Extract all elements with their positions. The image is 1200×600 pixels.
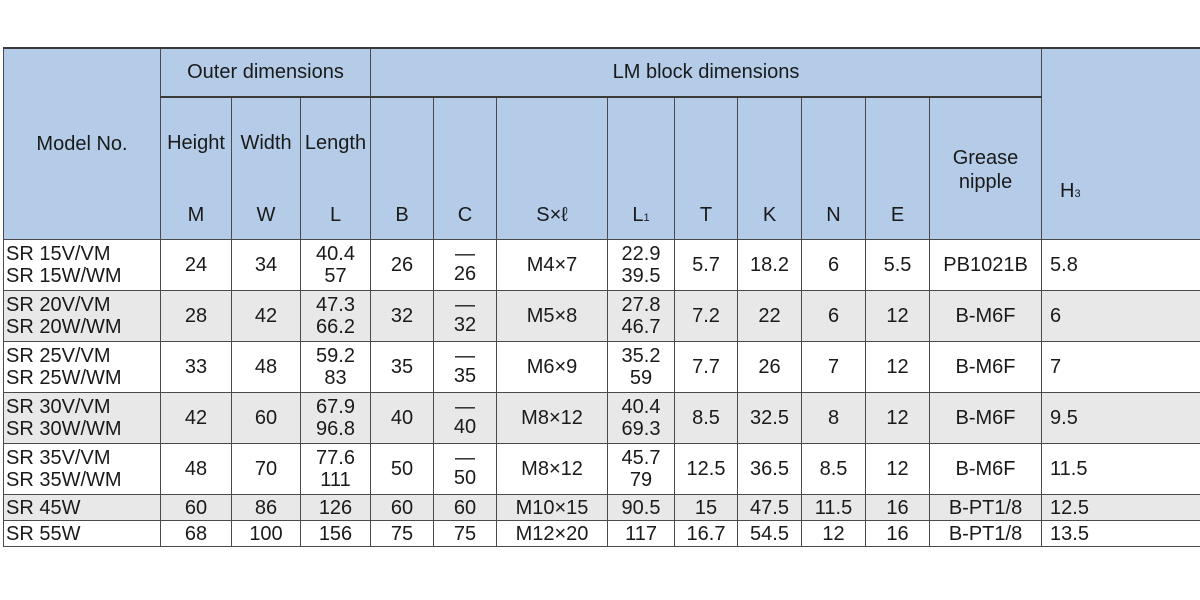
b-header: B: [371, 97, 434, 240]
h3-cell: 9.5: [1042, 393, 1200, 444]
height-cell: 42: [161, 393, 232, 444]
l1-cell: 27.8 46.7: [608, 291, 675, 342]
t-cell: 7.2: [675, 291, 738, 342]
height-cell: 60: [161, 495, 232, 521]
model-cell: SR 30V/VM SR 30W/WM: [4, 393, 161, 444]
b-cell: 75: [371, 521, 434, 547]
t-cell: 15: [675, 495, 738, 521]
k-cell: 54.5: [738, 521, 802, 547]
b-cell: 40: [371, 393, 434, 444]
l1-cell: 90.5: [608, 495, 675, 521]
outer-dimensions-header: Outer dimensions: [161, 48, 371, 97]
width-cell: 48: [232, 342, 301, 393]
t-cell: 12.5: [675, 444, 738, 495]
grease-nipple-header: Grease nipple: [930, 97, 1042, 240]
h3-cell: 12.5: [1042, 495, 1200, 521]
l1-cell: 22.9 39.5: [608, 240, 675, 291]
c-cell: 75: [434, 521, 497, 547]
n-cell: 8.5: [802, 444, 866, 495]
grease-nipple-cell: B-PT1/8: [930, 495, 1042, 521]
length-cell: 59.2 83: [301, 342, 371, 393]
length-cell: 67.9 96.8: [301, 393, 371, 444]
t-cell: 8.5: [675, 393, 738, 444]
b-cell: 35: [371, 342, 434, 393]
h3-cell: 6: [1042, 291, 1200, 342]
sxl-cell: M8×12: [497, 393, 608, 444]
height-cell: 48: [161, 444, 232, 495]
n-cell: 11.5: [802, 495, 866, 521]
grease-nipple-cell: PB1021B: [930, 240, 1042, 291]
k-header: K: [738, 97, 802, 240]
b-cell: 50: [371, 444, 434, 495]
height-header: Height M: [161, 97, 232, 240]
grease-nipple-cell: B-M6F: [930, 342, 1042, 393]
c-cell: 60: [434, 495, 497, 521]
e-cell: 12: [866, 444, 930, 495]
length-cell: 126: [301, 495, 371, 521]
sxl-cell: M10×15: [497, 495, 608, 521]
b-cell: 32: [371, 291, 434, 342]
length-header: Length L: [301, 97, 371, 240]
grease-nipple-cell: B-M6F: [930, 393, 1042, 444]
model-cell: SR 45W: [4, 495, 161, 521]
height-cell: 33: [161, 342, 232, 393]
model-cell: SR 25V/VM SR 25W/WM: [4, 342, 161, 393]
t-cell: 5.7: [675, 240, 738, 291]
b-cell: 26: [371, 240, 434, 291]
height-cell: 24: [161, 240, 232, 291]
c-header: C: [434, 97, 497, 240]
n-header: N: [802, 97, 866, 240]
length-cell: 156: [301, 521, 371, 547]
width-cell: 86: [232, 495, 301, 521]
t-cell: 7.7: [675, 342, 738, 393]
h3-cell: 13.5: [1042, 521, 1200, 547]
height-cell: 68: [161, 521, 232, 547]
n-cell: 6: [802, 240, 866, 291]
h3-cell: 11.5: [1042, 444, 1200, 495]
c-cell: — 35: [434, 342, 497, 393]
table-body: [4, 240, 1200, 547]
sxl-cell: M5×8: [497, 291, 608, 342]
model-header: [4, 48, 161, 240]
model-header-label: Model No.: [36, 133, 128, 155]
table-row: [4, 291, 1200, 342]
sxl-cell: M12×20: [497, 521, 608, 547]
lm-block-dimensions-header: LM block dimensions: [371, 48, 1042, 97]
e-cell: 12: [866, 342, 930, 393]
grease-nipple-cell: B-M6F: [930, 444, 1042, 495]
sxl-cell: M8×12: [497, 444, 608, 495]
l1-cell: 35.2 59: [608, 342, 675, 393]
c-cell: — 50: [434, 444, 497, 495]
h3-cell: 5.8: [1042, 240, 1200, 291]
length-cell: 77.6 111: [301, 444, 371, 495]
h3-cell: 7: [1042, 342, 1200, 393]
width-header: Width W: [232, 97, 301, 240]
width-cell: 34: [232, 240, 301, 291]
e-header: E: [866, 97, 930, 240]
e-cell: 5.5: [866, 240, 930, 291]
model-cell: SR 20V/VM SR 20W/WM: [4, 291, 161, 342]
l1-header: L1: [608, 97, 675, 240]
k-cell: 47.5: [738, 495, 802, 521]
e-cell: 16: [866, 495, 930, 521]
l1-cell: 40.4 69.3: [608, 393, 675, 444]
n-cell: 7: [802, 342, 866, 393]
e-cell: 12: [866, 393, 930, 444]
l1-cell: 45.7 79: [608, 444, 675, 495]
table-row: [4, 342, 1200, 393]
sxl-cell: M6×9: [497, 342, 608, 393]
k-cell: 32.5: [738, 393, 802, 444]
table-row: [4, 393, 1200, 444]
table-row: [4, 521, 1200, 547]
model-cell: SR 35V/VM SR 35W/WM: [4, 444, 161, 495]
h3-symbol: H3: [1060, 179, 1081, 202]
table-row: [4, 444, 1200, 495]
table-row: [4, 495, 1200, 521]
table-row: [4, 240, 1200, 291]
dimensions-table: [3, 47, 1200, 547]
width-cell: 70: [232, 444, 301, 495]
width-cell: 42: [232, 291, 301, 342]
n-cell: 12: [802, 521, 866, 547]
k-cell: 26: [738, 342, 802, 393]
k-cell: 18.2: [738, 240, 802, 291]
c-cell: — 40: [434, 393, 497, 444]
height-cell: 28: [161, 291, 232, 342]
k-cell: 36.5: [738, 444, 802, 495]
sxl-cell: M4×7: [497, 240, 608, 291]
h3-header: [1042, 48, 1200, 240]
grease-nipple-cell: B-PT1/8: [930, 521, 1042, 547]
l1-cell: 117: [608, 521, 675, 547]
table-header: [4, 48, 1200, 240]
model-cell: SR 15V/VM SR 15W/WM: [4, 240, 161, 291]
c-cell: — 26: [434, 240, 497, 291]
k-cell: 22: [738, 291, 802, 342]
length-cell: 40.4 57: [301, 240, 371, 291]
n-cell: 6: [802, 291, 866, 342]
e-cell: 16: [866, 521, 930, 547]
grease-nipple-cell: B-M6F: [930, 291, 1042, 342]
c-cell: — 32: [434, 291, 497, 342]
width-cell: 60: [232, 393, 301, 444]
sxl-header: S×ℓ: [497, 97, 608, 240]
b-cell: 60: [371, 495, 434, 521]
length-cell: 47.3 66.2: [301, 291, 371, 342]
e-cell: 12: [866, 291, 930, 342]
model-cell: SR 55W: [4, 521, 161, 547]
width-cell: 100: [232, 521, 301, 547]
t-header: T: [675, 97, 738, 240]
t-cell: 16.7: [675, 521, 738, 547]
n-cell: 8: [802, 393, 866, 444]
